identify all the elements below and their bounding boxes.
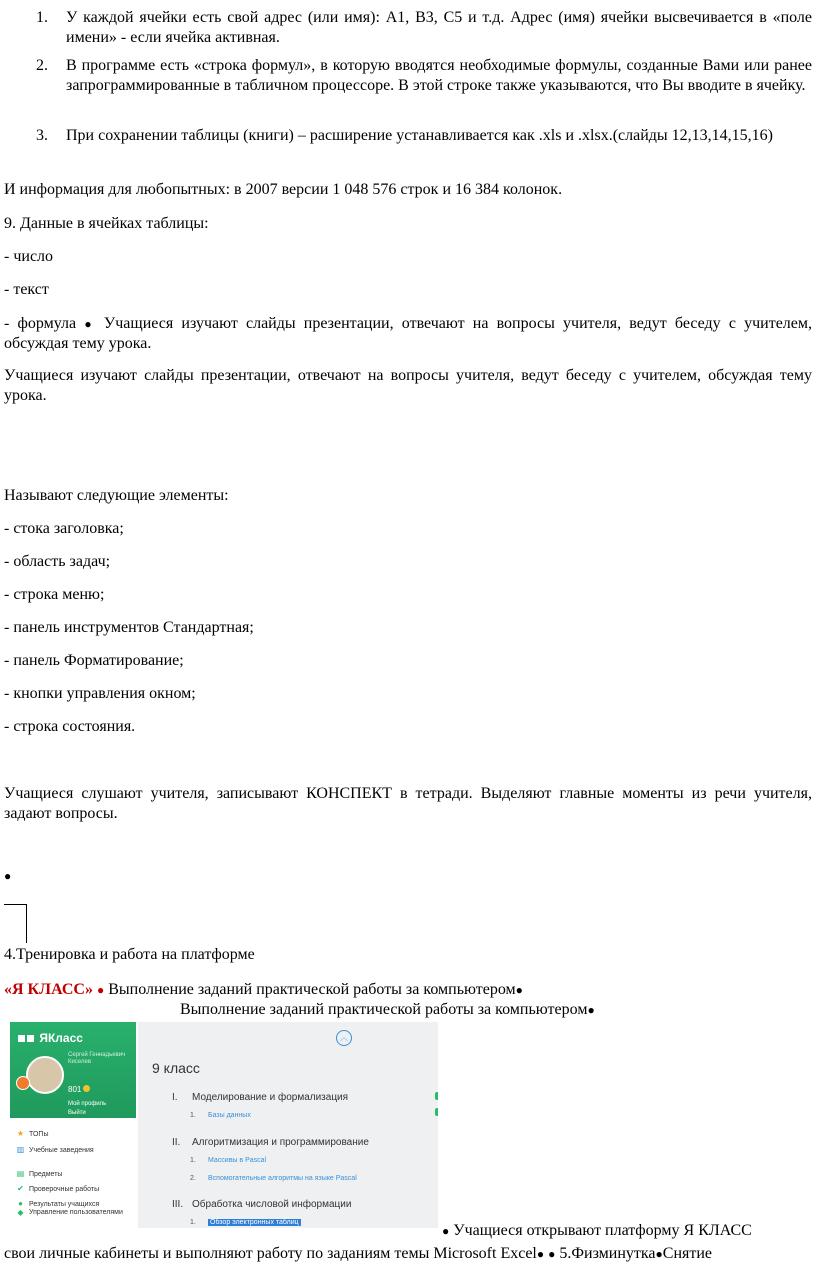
- check-icon: ✔: [17, 1184, 24, 1193]
- sidebar-item-schools[interactable]: ▥ Учебные заведения: [16, 1140, 94, 1161]
- section-3[interactable]: III. Обработка числовой информации: [172, 1199, 352, 1210]
- fizminutka-text: 5.Физминутка: [559, 1245, 656, 1262]
- standalone-bullet: [4, 866, 812, 886]
- list-text: У каждой ячейки есть свой адрес (или имя): А1, В3, С5 и т.д. Адрес (имя) ячейки высвечивается в «поле имени» - если ячейка активная.: [66, 9, 812, 46]
- section-1[interactable]: I. Моделирование и формализация: [172, 1092, 349, 1103]
- bullet-icon: ●: [96, 983, 105, 997]
- topic-link[interactable]: 2. Вспомогательные алгоритмы на языке Pascal: [190, 1175, 357, 1182]
- logo-icon: [18, 1035, 25, 1042]
- user-name: Сергей Геннадьевич Киселев: [68, 1052, 126, 1065]
- avatar[interactable]: [26, 1056, 64, 1094]
- topic-link[interactable]: 1. Массивы в Pascal: [190, 1157, 267, 1164]
- element-item: - кнопки управления окном;: [4, 685, 196, 702]
- bullet-icon: ●: [515, 983, 523, 997]
- sidebar-item-users[interactable]: ◆ Управление пользователями: [17, 1208, 123, 1217]
- open-platform-text: Учащиеся открывают платформу Я КЛАСС: [453, 1222, 752, 1239]
- list-number: 3.: [36, 127, 48, 144]
- element-item: - область задач;: [4, 553, 111, 570]
- formula-prefix: - формула: [4, 315, 77, 332]
- points-counter: 801: [68, 1080, 90, 1100]
- platform-sidebar: [10, 1022, 136, 1228]
- empty-box: [4, 904, 27, 943]
- logo-icon: [27, 1035, 34, 1042]
- formula-rest: Учащиеся изучают слайды презентации, отвечают на вопросы учителя, ведут беседу с учителем, обсуждая тему урока.: [4, 315, 813, 352]
- list-item-3: [36, 126, 812, 166]
- bullet-icon: ●: [536, 1247, 545, 1261]
- yaklass-screenshot: [10, 1022, 438, 1228]
- status-dot: [435, 1108, 438, 1116]
- students-open-platform: [4, 1221, 812, 1241]
- coin-icon: [83, 1085, 90, 1092]
- sidebar-item-tops[interactable]: ★ ТОПы: [16, 1124, 48, 1145]
- building-icon: ▥: [16, 1145, 25, 1154]
- snyatie-text: Снятие: [662, 1245, 713, 1262]
- my-profile-link[interactable]: Мой профиль: [68, 1101, 107, 1107]
- course-content: [138, 1022, 438, 1228]
- books-icon: ▤: [16, 1169, 25, 1178]
- element-item: - строка меню;: [4, 586, 105, 603]
- status-dot: [435, 1092, 438, 1100]
- data-heading: 9. Данные в ячейках таблицы:: [4, 215, 209, 232]
- platform-line: [4, 980, 812, 1000]
- bottom-line: [4, 1244, 812, 1264]
- students-study-text: Учащиеся изучают слайды презентации, отвечают на вопросы учителя, ведут беседу с учителем, обсуждая тему урока.: [4, 367, 812, 404]
- badge-icon: [16, 1076, 30, 1090]
- formula-paragraph: [4, 314, 812, 354]
- topic-link[interactable]: 1. Базы данных: [190, 1112, 251, 1119]
- logout-link[interactable]: Выйти: [68, 1110, 86, 1116]
- list-text: При сохранении таблицы (книги) – расширение устанавливается как .xls и .xlsx.(слайды 12,13,14,15,16): [66, 127, 774, 144]
- platform-logo: ЯКласс: [18, 1028, 83, 1048]
- element-item: - панель инструментов Стандартная;: [4, 619, 254, 636]
- bullet-icon: ●: [655, 1247, 663, 1261]
- gear-icon: ◆: [17, 1208, 24, 1217]
- practice-text: Выполнение заданий практической работы за компьютером: [108, 981, 516, 998]
- platform-name: «Я КЛАСС»: [4, 981, 93, 998]
- bottom-text: свои личные кабинеты и выполняют работу по заданиям темы Microsoft Excel: [4, 1245, 537, 1262]
- element-item: - стока заголовка;: [4, 520, 124, 537]
- practice-text: Выполнение заданий практической работы за компьютером: [180, 1001, 588, 1018]
- training-heading: 4.Тренировка и работа на платформе: [4, 946, 255, 963]
- info-line: И информация для любопытных: в 2007 версии 1 048 576 строк и 16 384 колонок.: [4, 181, 563, 198]
- bullet-icon: ●: [4, 869, 12, 883]
- list-number: 2.: [36, 57, 48, 74]
- list-item-2: [36, 56, 812, 116]
- bullet-icon: ●: [442, 1224, 450, 1238]
- list-number: 1.: [36, 9, 48, 26]
- list-item-1: [36, 8, 812, 48]
- bullet-icon: ●: [587, 1003, 595, 1017]
- star-icon: ★: [16, 1129, 25, 1138]
- element-item: - панель Форматирование;: [4, 652, 184, 669]
- sidebar-item-subjects[interactable]: ▤ Предметы: [16, 1164, 62, 1185]
- grade-title: 9 класс: [152, 1060, 200, 1076]
- sidebar-item-tests[interactable]: ✔ Проверочные работы: [16, 1179, 99, 1200]
- list-text: В программе есть «строка формул», в которую вводятся необходимые формулы, созданные Вами или ранее запрограммированные в табличном процессоре. В этой строке также указываются, что Вы вводите в ячейку.: [66, 57, 812, 94]
- sidebar-item-results[interactable]: ● Результаты учащихся: [16, 1194, 99, 1215]
- chevron-up-icon[interactable]: ︿: [336, 1030, 352, 1046]
- data-item-text: - текст: [4, 281, 49, 298]
- topic-link-selected[interactable]: 1. Обзор электронных таблиц: [190, 1219, 299, 1226]
- data-item-number: - число: [4, 248, 54, 265]
- section-2[interactable]: II. Алгоритмизация и программирование: [172, 1137, 369, 1148]
- profile-panel: [10, 1022, 136, 1118]
- name-heading: Называют следующие элементы:: [4, 487, 229, 504]
- practice-line-2: [4, 1000, 812, 1020]
- listen-text: Учащиеся слушают учителя, записывают КОНСПЕКТ в тетради. Выделяют главные моменты из речи учителя, задают вопросы.: [4, 785, 812, 822]
- bullet-icon: ●: [548, 1247, 556, 1261]
- element-item: - строка состояния.: [4, 718, 136, 735]
- bullet-icon: ●: [84, 317, 96, 331]
- people-icon: ●: [18, 1199, 23, 1208]
